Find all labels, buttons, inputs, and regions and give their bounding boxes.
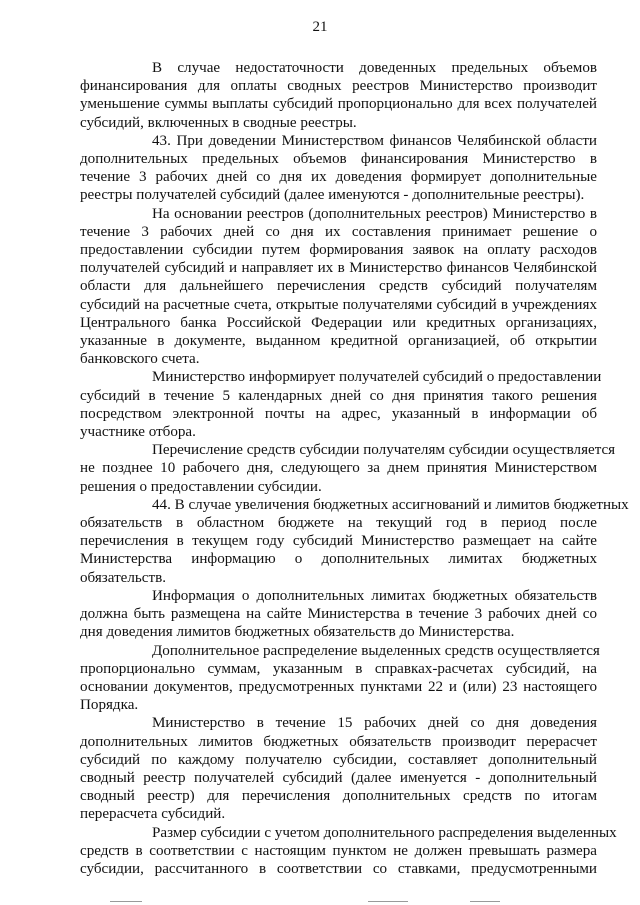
text-line: банковского счета. xyxy=(80,351,200,368)
text-line: течение 3 рабочих дней со дня их составления принимает решение о xyxy=(80,223,597,240)
text-line: не позднее 10 рабочего дня, следующего за днем принятия Министерством xyxy=(80,460,597,477)
page-number: 21 xyxy=(312,19,328,35)
text-line: финансирования для оплаты сводных реестров Министерство производит xyxy=(80,78,597,95)
text-line: уменьшение суммы выплаты субсидий пропорционально для всех получателей xyxy=(80,96,597,113)
text-line: перерасчета субсидий. xyxy=(80,806,226,823)
paragraph xyxy=(80,496,629,587)
paragraph xyxy=(80,587,597,642)
text-line: Порядка. xyxy=(80,697,139,714)
text-line: участнике отбора. xyxy=(80,424,196,441)
text-line: Министерство информирует получателей субсидий о предоставлении xyxy=(152,369,602,386)
text-line: предоставлении субсидии путем формирования заявок на оплату расходов xyxy=(80,242,597,259)
text-line: области для дальнейшего перечисления средств субсидий получателям xyxy=(80,278,597,295)
text-line: На основании реестров (дополнительных реестров) Министерство в xyxy=(152,205,597,222)
text-line: основании документов, предусмотренных пунктами 22 и (или) 23 настоящего xyxy=(80,678,597,695)
paragraph xyxy=(80,714,597,823)
text-line: обязательств в областном бюджете на текущий год в период после xyxy=(80,515,597,532)
text-line: дополнительных предельных объемов финансирования Министерство в xyxy=(80,151,597,168)
text-line: обязательств. xyxy=(80,569,166,586)
text-line: Центрального банка Российской Федерации или кредитных организациях, xyxy=(80,314,597,331)
text-line: указанные в документе, выданном кредитной организацией, об открытии xyxy=(80,333,597,350)
text-line: сводный реестр) для перечисления дополнительных средств по итогам xyxy=(80,788,597,805)
text-line: течение 3 рабочих дней со дня их доведения формирует дополнительные xyxy=(80,169,597,186)
scan-artifacts xyxy=(0,895,640,905)
paragraph xyxy=(80,824,617,879)
text-line: субсидий на расчетные счета, открытые получателями субсидий в учреждениях xyxy=(80,296,597,313)
text-line: пропорционально суммам, указанным в справках-расчетах субсидий, на xyxy=(80,660,597,677)
text-line: средств в соответствии с настоящим пунктом не должен превышать размера xyxy=(80,842,597,859)
text-line: получателей субсидий и направляет их в Министерство финансов Челябинской xyxy=(80,260,597,277)
text-line: дня доведения лимитов бюджетных обязательств до Министерства. xyxy=(80,624,515,641)
paragraph xyxy=(80,132,597,205)
text-line: субсидий в течение 5 календарных дней со дня принятия такого решения xyxy=(80,387,597,404)
text-line: реестры получателей субсидий (далее именуются - дополнительные реестры). xyxy=(80,187,585,204)
text-line: субсидий, включенных в сводные реестры. xyxy=(80,114,357,131)
paragraph xyxy=(80,368,602,441)
text-line: Перечисление средств субсидии получателям субсидии осуществляется xyxy=(152,442,616,459)
text-line: Информация о дополнительных лимитах бюджетных обязательств xyxy=(152,587,597,604)
text-line: 43. При доведении Министерством финансов Челябинской области xyxy=(152,132,597,149)
paragraph xyxy=(80,59,597,132)
document-body xyxy=(80,59,629,878)
text-line: субсидии, рассчитанного в соответствии со ставками, предусмотренными xyxy=(80,860,597,877)
text-line: Дополнительное распределение выделенных средств осуществляется xyxy=(152,642,600,659)
text-line: перечисления в текущем году субсидий Министерство размещает на сайте xyxy=(80,533,597,550)
text-line: Министерство в течение 15 рабочих дней со дня доведения xyxy=(152,715,597,732)
text-line: должна быть размещена на сайте Министерства в течение 3 рабочих дней со xyxy=(80,606,597,623)
paragraph xyxy=(80,205,597,369)
text-line: В случае недостаточности доведенных предельных объемов xyxy=(152,60,597,76)
text-line: дополнительных лимитов бюджетных обязательств производит перерасчет xyxy=(80,733,597,750)
text-line: Размер субсидии с учетом дополнительного распределения выделенных xyxy=(152,824,617,841)
text-line: посредством электронной почты на адрес, указанный в информации об xyxy=(80,405,597,422)
text-line: 44. В случае увеличения бюджетных ассигнований и лимитов бюджетных xyxy=(152,496,629,513)
text-line: Министерства информацию о дополнительных лимитах бюджетных xyxy=(80,551,597,568)
text-line: сводный реестр получателей субсидий (далее именуется - дополнительный xyxy=(80,769,597,786)
paragraph xyxy=(80,441,616,496)
paragraph xyxy=(80,642,600,715)
text-line: субсидий по каждому получателю субсидии, составляет дополнительный xyxy=(80,751,597,768)
text-line: решения о предоставлении субсидии. xyxy=(80,478,322,495)
